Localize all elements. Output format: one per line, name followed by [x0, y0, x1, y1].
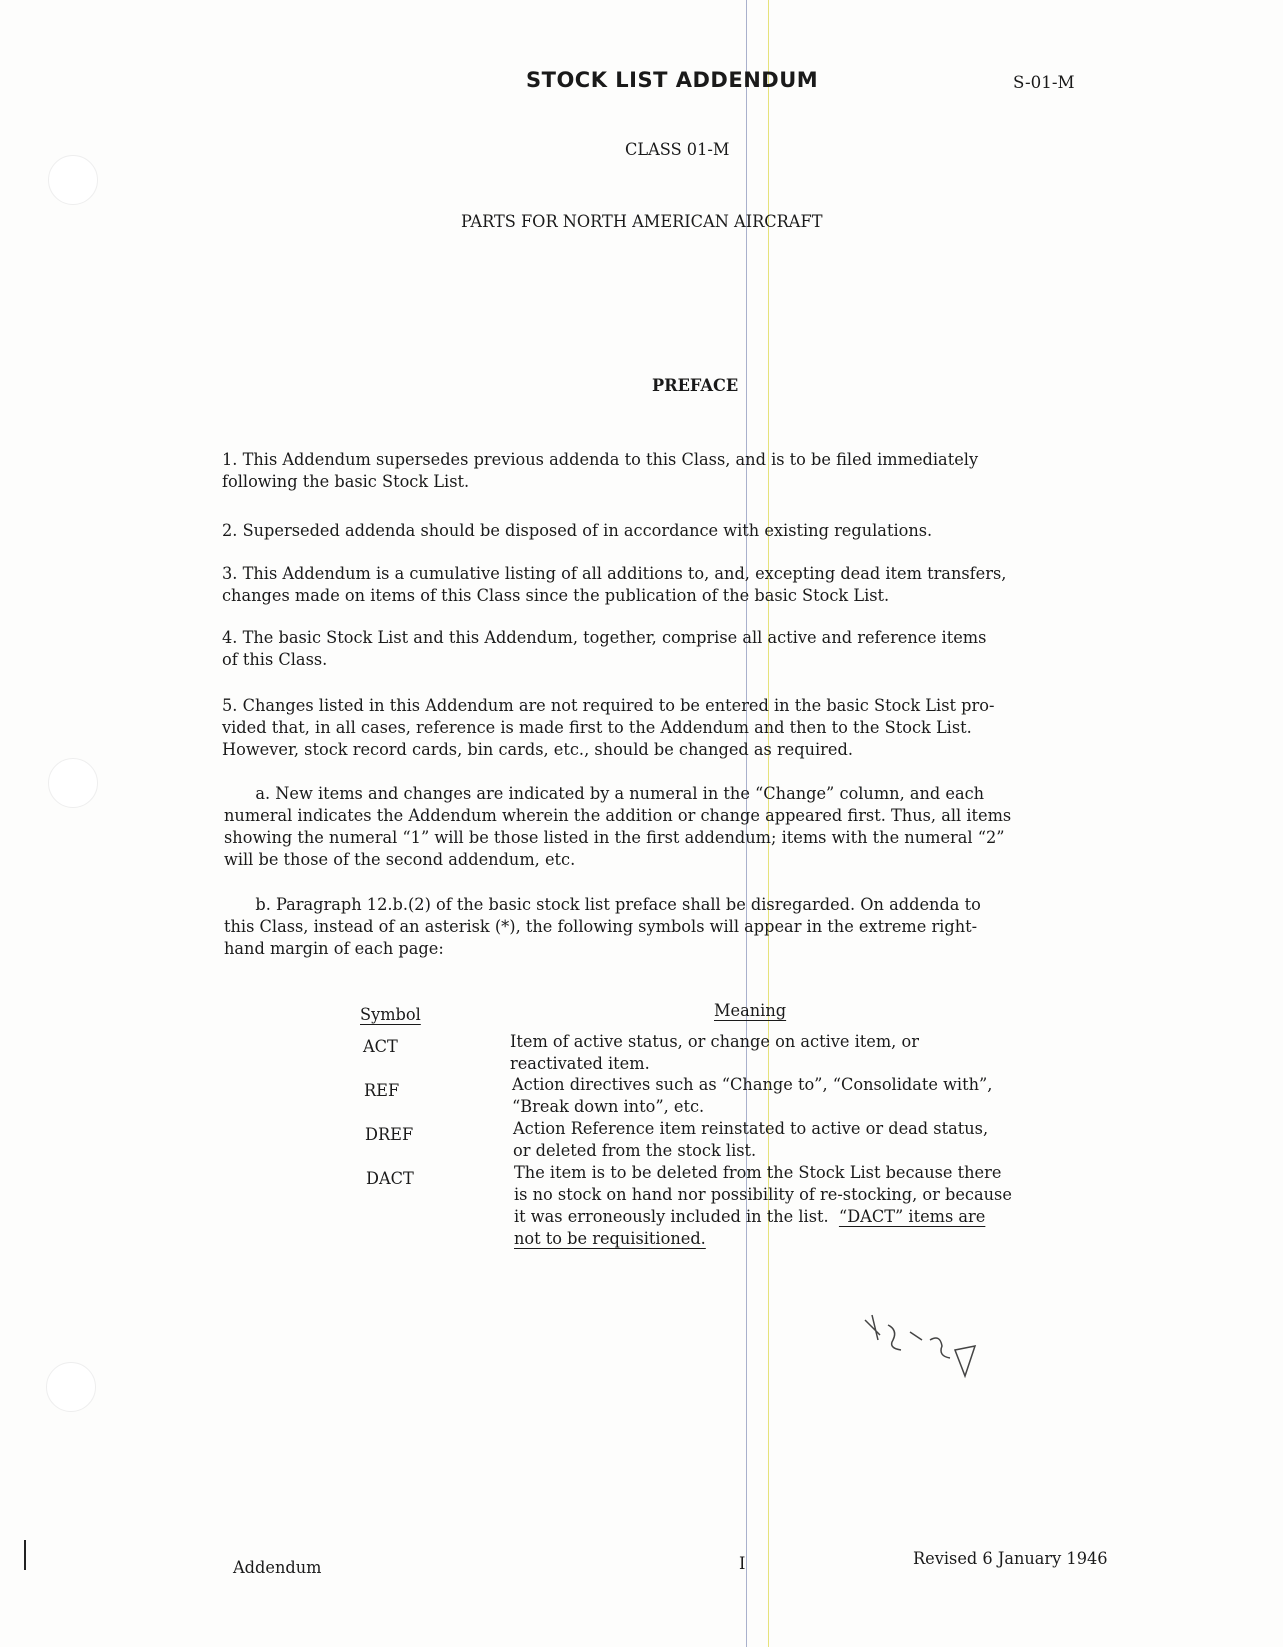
text-line: b. Paragraph 12.b.(2) of the basic stock list preface shall be disregarded. On addenda to — [255, 895, 981, 914]
paragraph-1 — [222, 449, 978, 493]
text-line: changes made on items of this Class since the publication of the basic Stock List. — [222, 586, 890, 605]
text-line: reactivated item. — [510, 1054, 650, 1073]
meaning-ref — [512, 1074, 992, 1118]
text-line: The item is to be deleted from the Stock List because there — [514, 1163, 1002, 1182]
footer-left: Addendum — [233, 1558, 322, 1577]
document-code: S-01-M — [1013, 73, 1075, 93]
paragraph-5b — [224, 894, 981, 960]
paragraph-4 — [222, 627, 986, 671]
text-line: “Break down into”, etc. — [512, 1097, 705, 1116]
footer-revision-date: Revised 6 January 1946 — [913, 1549, 1108, 1568]
symbol-column-header: Symbol — [360, 1005, 421, 1024]
text-line: a. New items and changes are indicated by a numeral in the “Change” column, and each — [255, 784, 985, 803]
meaning-dact — [514, 1162, 1012, 1250]
punch-hole — [48, 155, 98, 205]
text-line: 1. This Addendum supersedes previous addenda to this Class, and is to be filed immediately — [222, 450, 979, 469]
text-line: or deleted from the stock list. — [513, 1141, 757, 1160]
class-line: CLASS 01-M — [625, 140, 730, 159]
text-line: However, stock record cards, bin cards, etc., should be changed as required. — [222, 740, 853, 759]
text-line: Action Reference item reinstated to active or dead status, — [513, 1119, 989, 1138]
text-line: Item of active status, or change on active item, or — [510, 1032, 919, 1051]
dact-warning: “DACT” items are — [838, 1207, 986, 1226]
meaning-act — [510, 1031, 919, 1075]
margin-mark — [24, 1540, 26, 1570]
page-number: I — [739, 1554, 746, 1573]
text-line: 5. Changes listed in this Addendum are not required to be entered in the basic Stock List pro- — [222, 696, 995, 715]
text-line: will be those of the second addendum, etc. — [224, 850, 576, 869]
symbol-ref: REF — [364, 1081, 400, 1100]
meaning-column-header: Meaning — [714, 1001, 787, 1020]
text-line: this Class, instead of an asterisk (*), the following symbols will appear in the extreme right- — [224, 917, 978, 936]
punch-hole — [48, 758, 98, 808]
text-line: numeral indicates the Addendum wherein the addition or change appeared first. Thus, all items — [224, 806, 1012, 825]
text-line: 2. Superseded addenda should be disposed of in accordance with existing regulations. — [222, 521, 933, 540]
text-line: it was erroneously included in the list. — [514, 1207, 829, 1226]
document-title: STOCK LIST ADDENDUM — [526, 68, 819, 92]
meaning-dref — [513, 1118, 988, 1162]
text-line: 3. This Addendum is a cumulative listing of all additions to, and, excepting dead item transfers, — [222, 564, 1007, 583]
handwritten-annotation — [860, 1310, 990, 1390]
paragraph-5 — [222, 695, 994, 761]
punch-hole — [46, 1362, 96, 1412]
paragraph-2 — [222, 520, 932, 542]
symbol-act: ACT — [363, 1037, 398, 1056]
paragraph-5a — [224, 783, 1011, 871]
text-line: of this Class. — [222, 650, 328, 669]
preface-heading: PREFACE — [652, 376, 739, 395]
text-line: 4. The basic Stock List and this Addendum, together, comprise all active and reference items — [222, 628, 987, 647]
paragraph-3 — [222, 563, 1006, 607]
document-subtitle: PARTS FOR NORTH AMERICAN AIRCRAFT — [461, 212, 823, 231]
text-line: vided that, in all cases, reference is made first to the Addendum and then to the Stock List. — [222, 718, 972, 737]
text-line: following the basic Stock List. — [222, 472, 470, 491]
text-line: is no stock on hand nor possibility of re-stocking, or because — [514, 1185, 1012, 1204]
symbol-dact: DACT — [366, 1169, 414, 1188]
symbol-dref: DREF — [365, 1125, 414, 1144]
dact-warning: not to be requisitioned. — [514, 1229, 706, 1248]
text-line: showing the numeral “1” will be those listed in the first addendum; items with the numeral “2” — [224, 828, 1005, 847]
text-line: hand margin of each page: — [224, 939, 444, 958]
text-line: Action directives such as “Change to”, “Consolidate with”, — [512, 1075, 993, 1094]
